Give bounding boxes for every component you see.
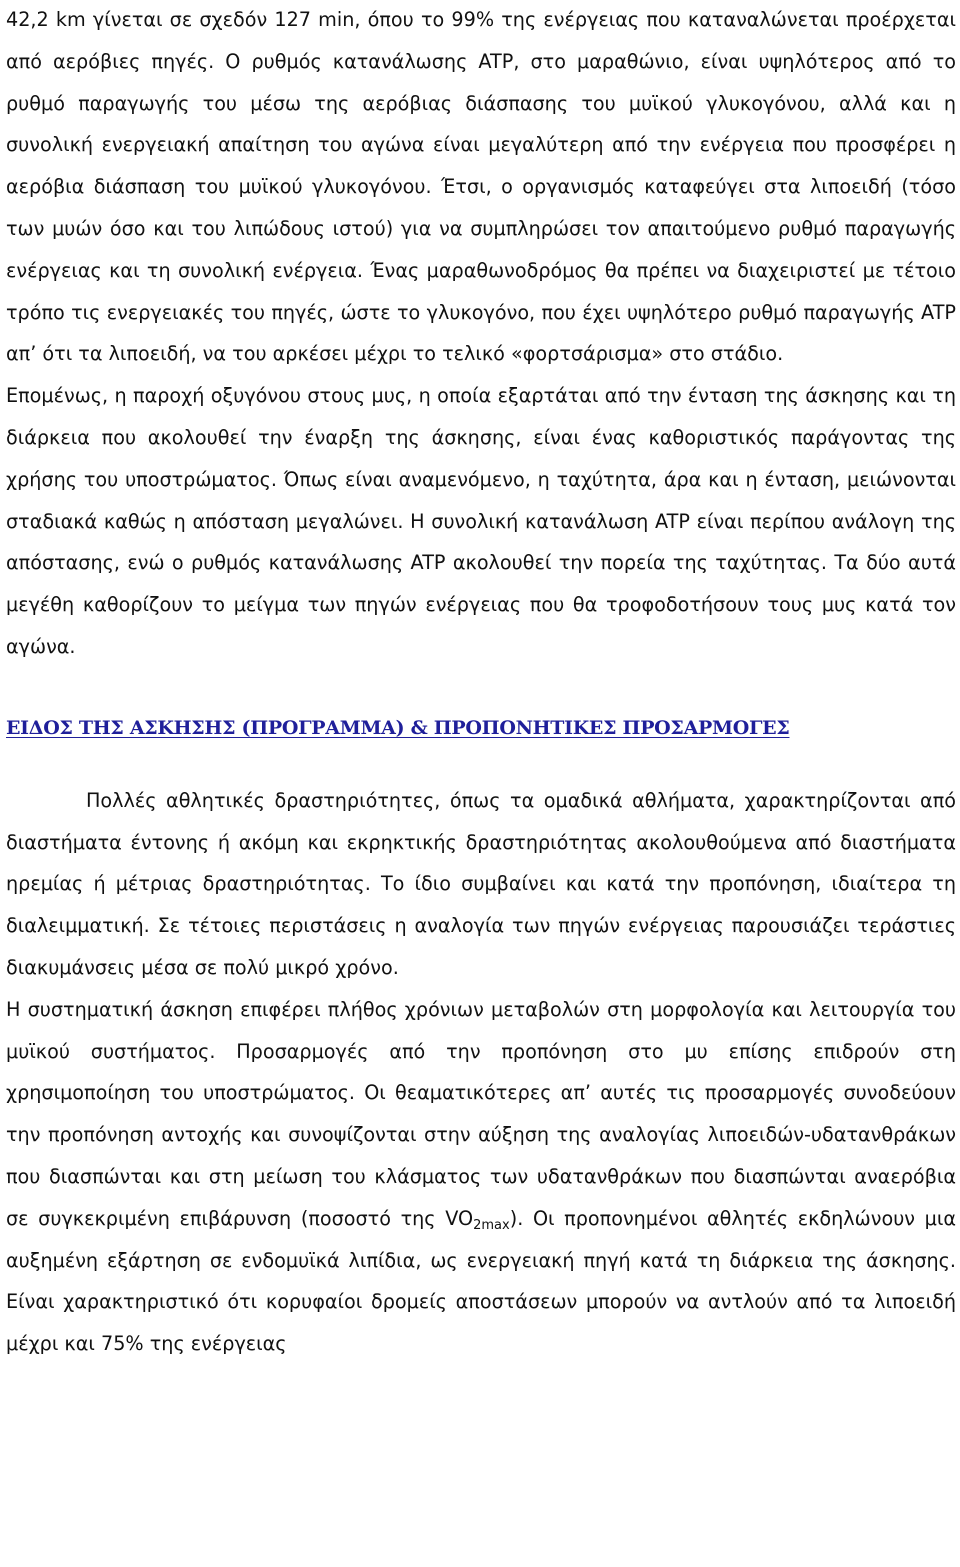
- paragraph-team-sports: Πολλές αθλητικές δραστηριότητες, όπως τα ομαδικά αθλήματα, χαρακτηρίζονται από διαστήματα έντονης ή ακόμη και εκρηκτικής δραστηριότητας ακολουθούμενα από διαστήματα ηρεμίας ή μέτριας δραστηριότητας. Το ίδιο συμβαίνει και κατά την προπόνηση, ιδιαίτερα τη διαλειμματική. Σε τέτοιες περιστάσεις η αναλογία των πηγών ενέργειας παρουσιάζει τεράστιες διακυμάνσεις μέσα σε πολύ μικρό χρόνο.: [6, 788, 956, 979]
- paragraph-oxygen-supply: Επομένως, η παροχή οξυγόνου στους μυς, η οποία εξαρτάται από την ένταση της άσκησης και τη διάρκεια που ακολουθεί την έναρξη της άσκησης, είναι ένας καθοριστικός παράγοντας της χρήσης του υποστρώματος. Όπως είναι αναμενόμενο, η ταχύτητα, άρα και η ένταση, μειώνονται σταδιακά καθώς η απόσταση μεγαλώνει. Η συνολική κατανάλωση ATP είναι περίπου ανάλογη της απόστασης, ενώ ο ρυθμός κατανάλωσης ATP ακολουθεί την πορεία της ταχύτητας. Τα δύο αυτά μεγέθη καθορίζουν το μείγμα των πηγών ενέργειας που θα τροφοδοτήσουν τους μυς κατά τον αγώνα.: [6, 384, 956, 658]
- paragraph-text-part: ). Οι προπονημένοι αθλητές εκδηλώνουν μια αυξημένη εξάρτηση σε ενδομυϊκά λιπίδια, ως ενεργειακή πηγή κατά τη διάρκεια της άσκησης. Είναι χαρακτηριστικό ότι κορυφαίοι δρομείς αποστάσεων μπορούν να αντλούν από τα λιποειδή μέχρι και 75% της ενέργειας: [6, 1206, 956, 1356]
- paragraph-text-part: Η συστηματική άσκηση επιφέρει πλήθος χρόνιων μεταβολών στη μορφολογία και λειτουργία του μυϊκού συστήματος. Προσαρμογές από την προπόνηση στο μυ επίσης επιδρούν στη χρησιμοποίηση του υποστρώματος. Οι θεαματικότερες απ’ αυτές τις προσαρμογές συνοδεύουν την προπόνηση αντοχής και συνοψίζονται στην αύξηση της αναλογίας λιποειδών-υδατανθράκων που διασπώνται και στη μείωση του κλάσματος των υδατανθράκων που διασπώνται αναερόβια σε συγκεκριμένη επιβάρυνση (ποσοστό της VO: [6, 997, 956, 1230]
- document-page: [6, 0, 956, 1365]
- vo2max-subscript: 2max: [473, 1217, 510, 1233]
- section-heading: ΕΙΔΟΣ ΤΗΣ ΑΣΚΗΣΗΣ (ΠΡΟΓΡΑΜΜΑ) & ΠΡΟΠΟΝΗΤΙΚΕΣ ΠΡΟΣΑΡΜΟΓΕΣ: [6, 716, 790, 739]
- paragraph-marathon-energy: 42,2 km γίνεται σε σχεδόν 127 min, όπου το 99% της ενέργειας που καταναλώνεται προέρχεται από αερόβιες πηγές. Ο ρυθμός κατανάλωσης ATP, στο μαραθώνιο, είναι υψηλότερος από το ρυθμό παραγωγής του μέσω της αερόβιας διάσπασης του μυϊκού γλυκογόνου, αλλά και η συνολική ενεργειακή απαίτηση του αγώνα είναι μεγαλύτερη από την ενέργεια που προσφέρει η αερόβια διάσπαση του μυϊκού γλυκογόνου. Έτσι, ο οργανισμός καταφεύγει στα λιποειδή (τόσο των μυών όσο και του λιπώδους ιστού) για να συμπληρώσει τον απαιτούμενο ρυθμό παραγωγής ενέργειας και τη συνολική ενέργεια. Ένας μαραθωνοδρόμος θα πρέπει να διαχειριστεί με τέτοιο τρόπο τις ενεργειακές του πηγές, ώστε το γλυκογόνο, που έχει υψηλότερο ρυθμό παραγωγής ATP απ’ ότι τα λιποειδή, να του αρκέσει μέχρι το τελικό «φορτσάρισμα» στο στάδιο.: [6, 8, 956, 366]
- paragraph-training-adaptations: [6, 989, 956, 1365]
